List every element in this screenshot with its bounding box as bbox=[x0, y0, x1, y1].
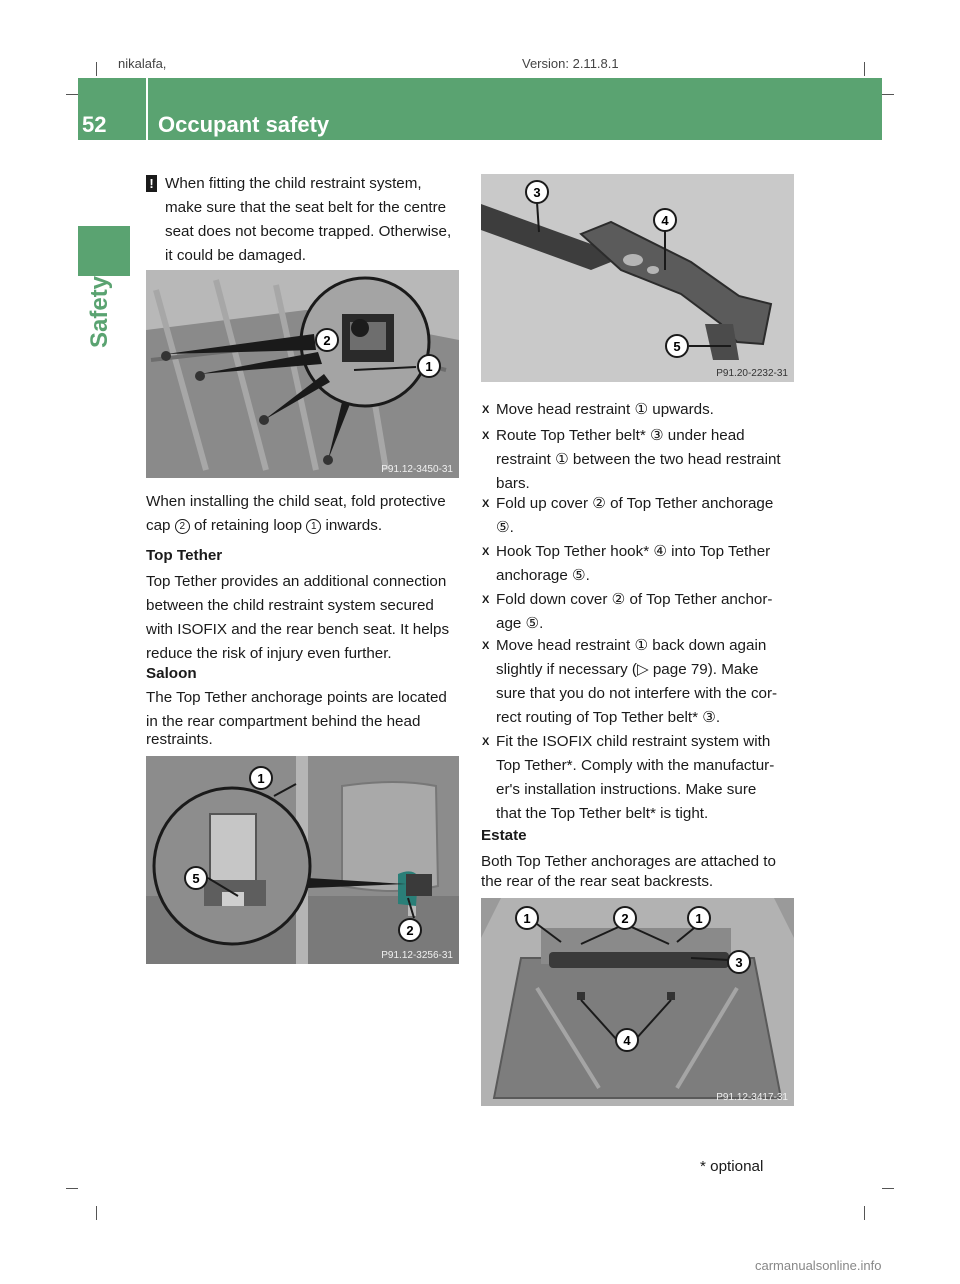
body-text: between the child restraint system secured bbox=[146, 597, 434, 614]
saloon-illustration bbox=[146, 756, 459, 964]
step-marker: X bbox=[482, 546, 490, 558]
step-text: ⑤. bbox=[496, 519, 514, 536]
step-text: er's installation instructions. Make sure bbox=[496, 781, 757, 798]
step-text: Move head restraint ① upwards. bbox=[496, 401, 714, 418]
figure-retaining-loops bbox=[146, 270, 459, 478]
step-text: restraint ① between the two head restraint bbox=[496, 451, 781, 468]
body-text: restraints. bbox=[146, 731, 213, 748]
step-marker: X bbox=[482, 640, 490, 652]
step-text: rect routing of Top Tether belt* ③. bbox=[496, 709, 721, 726]
step-text: that the Top Tether belt* is tight. bbox=[496, 805, 709, 822]
callout-1: 1 bbox=[695, 911, 703, 926]
crop-mark bbox=[96, 62, 97, 76]
callout-4: 4 bbox=[623, 1033, 631, 1048]
warning-block: ! When fitting the child restraint system, bbox=[146, 172, 422, 196]
estate-heading: Estate bbox=[481, 827, 527, 844]
top-slug-right: Version: 2.11.8.1 bbox=[522, 56, 619, 70]
saloon-heading: Saloon bbox=[146, 665, 197, 682]
estate-illustration bbox=[481, 898, 794, 1106]
side-label: Safety bbox=[86, 275, 113, 348]
figure-code: P91.12-3450-31 bbox=[381, 464, 453, 475]
page-number: 52 bbox=[82, 112, 107, 137]
watermark: carmanualsonline.info bbox=[755, 1258, 882, 1273]
warning-text: seat does not become trapped. Otherwise, bbox=[165, 223, 452, 240]
figure-tether-hook bbox=[481, 174, 794, 382]
top-tether-heading: Top Tether bbox=[146, 547, 223, 564]
header-divider bbox=[146, 78, 148, 140]
step-text: Fold up cover ② of Top Tether anchorage bbox=[496, 495, 774, 512]
crop-mark bbox=[882, 1188, 894, 1189]
top-slug-left: nikalafa, bbox=[118, 56, 167, 70]
callout-1-inline: 1 bbox=[306, 519, 321, 534]
figure-estate-anchorages bbox=[481, 898, 794, 1106]
callout-1: 1 bbox=[425, 359, 433, 374]
body-text: Top Tether provides an additional connection bbox=[146, 573, 447, 590]
body-text: The Top Tether anchorage points are located bbox=[146, 689, 447, 706]
step-text: slightly if necessary (▷ page 79). Make bbox=[496, 661, 759, 678]
footnote-optional: * optional bbox=[700, 1158, 764, 1175]
callout-3: 3 bbox=[533, 185, 541, 200]
install-text: cap 2 of retaining loop 1 inwards. bbox=[146, 517, 383, 534]
section-title: Occupant safety bbox=[158, 112, 330, 137]
body-text: with ISOFIX and the rear bench seat. It helps bbox=[146, 621, 450, 638]
step-marker: X bbox=[482, 430, 490, 442]
callout-1: 1 bbox=[523, 911, 531, 926]
callout-4: 4 bbox=[661, 213, 669, 228]
crop-mark bbox=[864, 62, 865, 76]
body-text: Both Top Tether anchorages are attached to bbox=[481, 853, 776, 870]
seat-illustration bbox=[146, 270, 459, 478]
step-marker: X bbox=[482, 404, 490, 416]
crop-mark bbox=[864, 1206, 865, 1220]
step-text: anchorage ⑤. bbox=[496, 567, 590, 584]
figure-code: P91.12-3256-31 bbox=[381, 950, 453, 961]
body-text: the rear of the rear seat backrests. bbox=[481, 873, 714, 890]
figure-code: P91.12-3417-31 bbox=[716, 1092, 788, 1103]
install-text: When installing the child seat, fold protective bbox=[146, 493, 446, 510]
figure-code: P91.20-2232-31 bbox=[716, 368, 788, 379]
crop-mark bbox=[96, 1206, 97, 1220]
body-text: in the rear compartment behind the head bbox=[146, 713, 421, 730]
step-text: bars. bbox=[496, 475, 530, 492]
callout-5: 5 bbox=[673, 339, 681, 354]
callout-2: 2 bbox=[406, 923, 414, 938]
warning-text: make sure that the seat belt for the centre bbox=[165, 199, 447, 216]
callout-1: 1 bbox=[257, 771, 265, 786]
crop-mark bbox=[66, 94, 78, 95]
crop-mark bbox=[66, 1188, 78, 1189]
callout-2: 2 bbox=[323, 333, 331, 348]
step-text: Top Tether*. Comply with the manufactur- bbox=[496, 757, 775, 774]
step-marker: X bbox=[482, 736, 490, 748]
callout-2: 2 bbox=[621, 911, 629, 926]
crop-mark bbox=[882, 94, 894, 95]
side-tab bbox=[78, 226, 130, 276]
warning-text: it could be damaged. bbox=[165, 247, 307, 264]
tether-hook-illustration bbox=[481, 174, 794, 382]
callout-5: 5 bbox=[192, 871, 200, 886]
step-text: Fit the ISOFIX child restraint system with bbox=[496, 733, 771, 750]
callout-2-inline: 2 bbox=[175, 519, 190, 534]
warning-icon: ! bbox=[146, 175, 157, 192]
step-marker: X bbox=[482, 498, 490, 510]
step-text: Route Top Tether belt* ③ under head bbox=[496, 427, 745, 444]
callout-3: 3 bbox=[735, 955, 743, 970]
figure-saloon-anchorage bbox=[146, 756, 459, 964]
step-marker: X bbox=[482, 594, 490, 606]
step-text: Move head restraint ① back down again bbox=[496, 637, 767, 654]
step-text: Fold down cover ② of Top Tether anchor- bbox=[496, 591, 773, 608]
step-text: sure that you do not interfere with the cor- bbox=[496, 685, 778, 702]
step-text: Hook Top Tether hook* ④ into Top Tether bbox=[496, 543, 771, 560]
step-text: age ⑤. bbox=[496, 615, 544, 632]
body-text: reduce the risk of injury even further. bbox=[146, 645, 392, 662]
